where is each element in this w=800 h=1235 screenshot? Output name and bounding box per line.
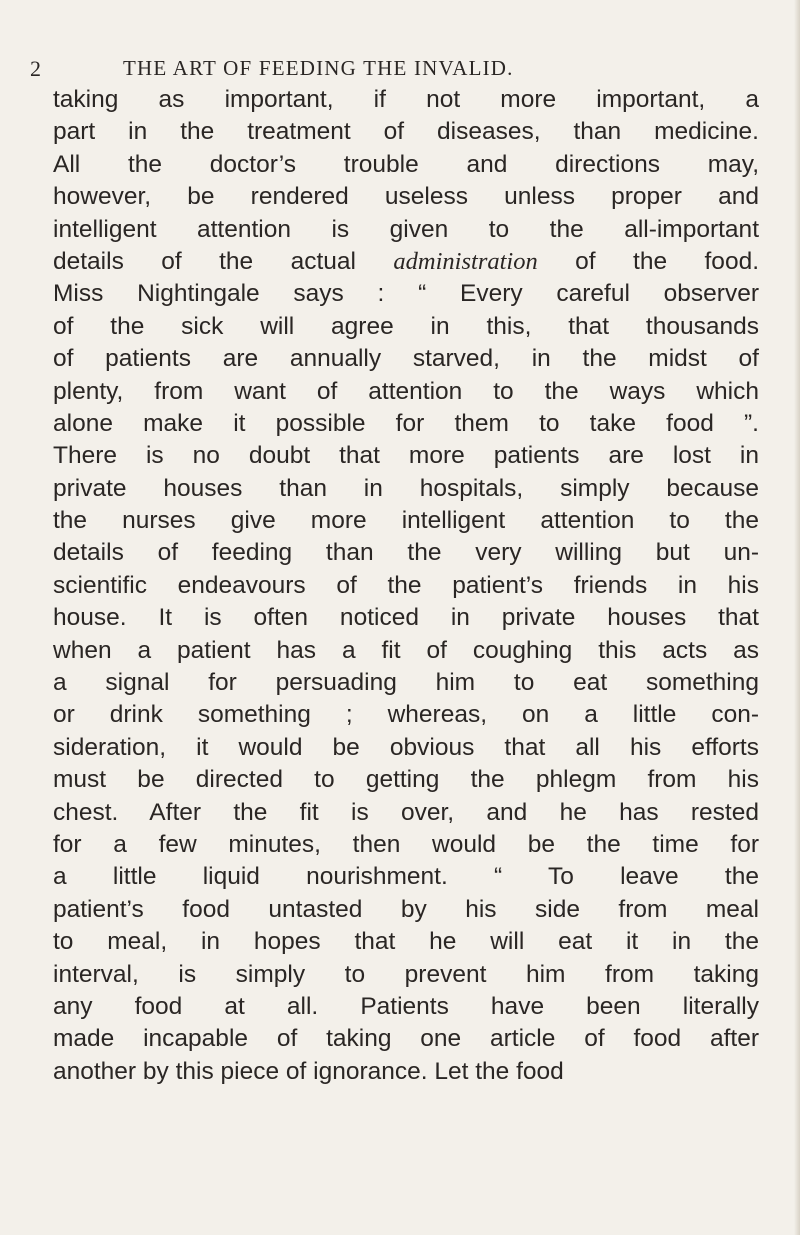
text-line: details of feeding than the very willing but un-: [53, 539, 759, 567]
text-line: part in the treatment of diseases, than medicine.: [53, 118, 759, 146]
text-line: of the sick will agree in this, that thousands: [53, 312, 759, 340]
text-line: intelligent attention is given to the all-important: [53, 215, 759, 243]
text-line: any food at all. Patients have been literally: [53, 992, 759, 1020]
text-line: private houses than in hospitals, simply because: [53, 474, 759, 502]
text-line: house. It is often noticed in private houses that: [53, 604, 759, 632]
text-line: when a patient has a fit of coughing this acts as: [53, 636, 759, 664]
italic-text: administration: [393, 247, 538, 275]
text-line: [53, 246, 759, 278]
text-span: details of the actual: [53, 247, 394, 275]
text-line: All the doctor’s trouble and directions may,: [53, 150, 759, 178]
text-line: There is no doubt that more patients are lost in: [53, 442, 759, 470]
text-line: to meal, in hopes that he will eat it in the: [53, 928, 759, 956]
text-line: a signal for persuading him to eat something: [53, 669, 759, 697]
text-line: plenty, from want of attention to the ways which: [53, 377, 759, 405]
text-line: sideration, it would be obvious that all his efforts: [53, 733, 759, 761]
text-line: patient’s food untasted by his side from meal: [53, 895, 759, 923]
text-line: for a few minutes, then would be the time for: [53, 830, 759, 858]
text-line: interval, is simply to prevent him from taking: [53, 960, 759, 988]
text-line: taking as important, if not more important, a: [53, 86, 759, 113]
text-line: Miss Nightingale says : “ Every careful observer: [53, 280, 759, 308]
page-header: [0, 56, 800, 86]
page-number: 2: [30, 56, 41, 81]
text-line: another by this piece of ignorance. Let the food: [53, 1057, 564, 1085]
text-span: of the food.: [537, 247, 759, 275]
text-line: a little liquid nourishment. “ To leave the: [53, 863, 759, 891]
text-line: must be directed to getting the phlegm from his: [53, 766, 759, 794]
text-line: or drink something ; whereas, on a little con-: [53, 701, 759, 729]
body-text: [53, 84, 759, 1088]
text-line: made incapable of taking one article of food after: [53, 1025, 759, 1053]
text-line: alone make it possible for them to take food ”.: [53, 409, 759, 437]
running-title: THE ART OF FEEDING THE INVALID.: [123, 56, 514, 80]
text-line: of patients are annually starved, in the midst of: [53, 345, 759, 373]
text-line: chest. After the fit is over, and he has rested: [53, 798, 759, 826]
text-line: scientific endeavours of the patient’s friends in his: [53, 571, 759, 599]
text-line: the nurses give more intelligent attention to the: [53, 507, 759, 535]
page-edge-shadow: [794, 0, 800, 1235]
text-line: however, be rendered useless unless proper and: [53, 183, 759, 211]
